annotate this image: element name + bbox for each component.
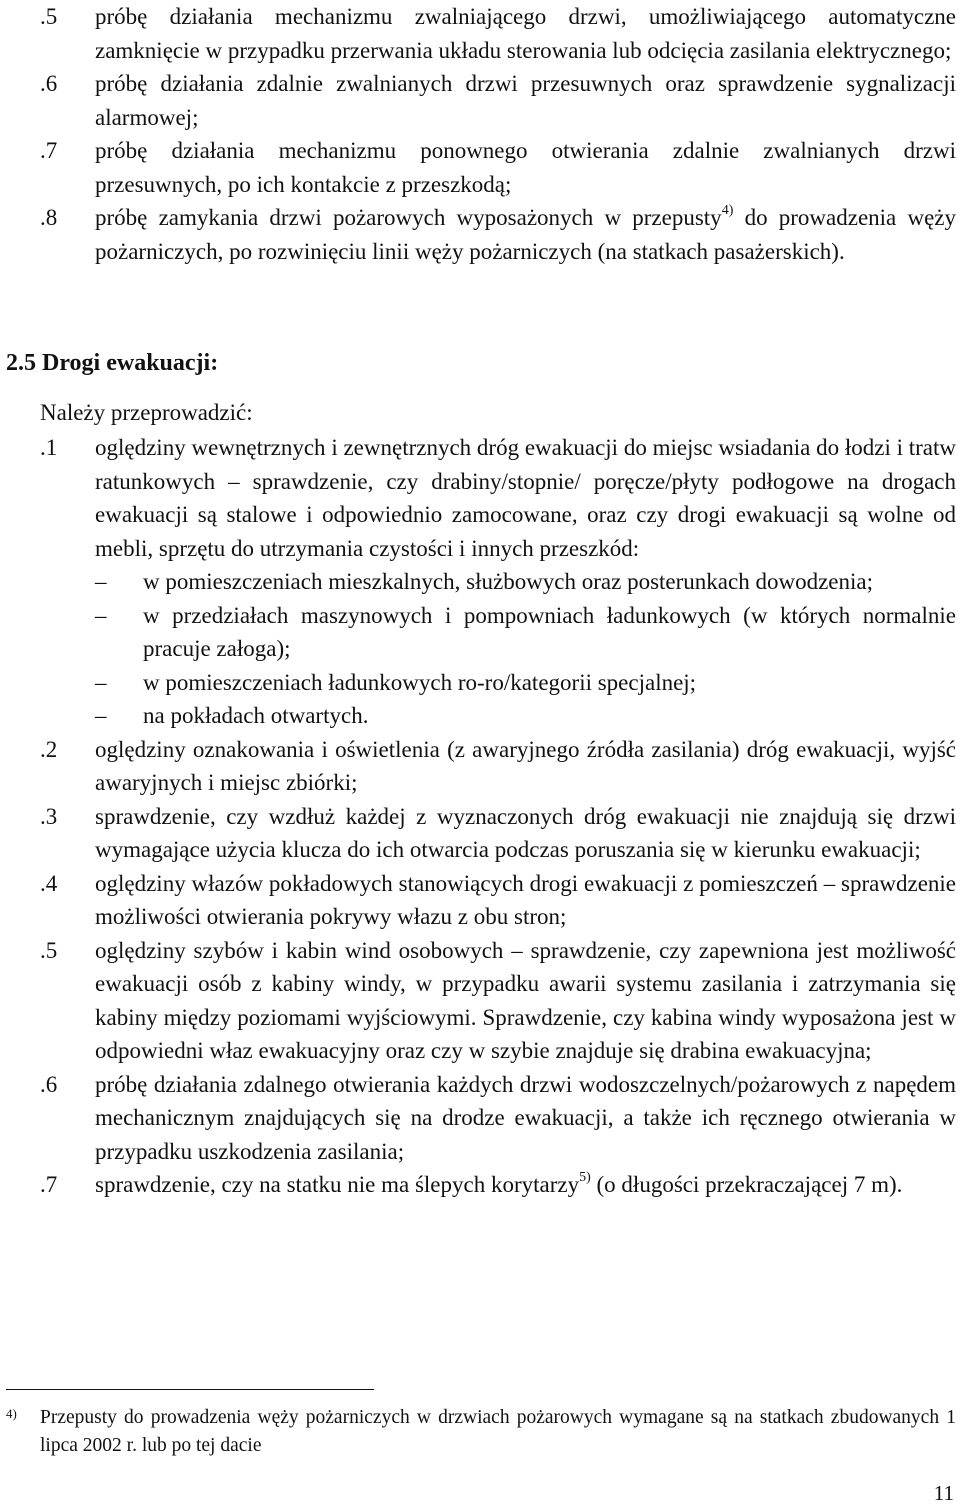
dash-item: [40, 699, 956, 733]
item-text-part: próbę zamykania drzwi pożarowych wyposażonych w przepusty: [95, 205, 722, 230]
list-item: [40, 134, 956, 201]
dash-item: [40, 599, 956, 666]
item-number: .8: [40, 205, 58, 230]
list-item: [40, 1068, 956, 1169]
footnote-text: Przepusty do prowadzenia węży pożarniczych w drzwiach pożarowych wymagane są na statkach zbudowanych 1 lipca 2002 r. lub po tej dacie: [40, 1407, 956, 1456]
item-number: .6: [40, 71, 58, 96]
dash-mark: –: [95, 569, 107, 594]
dash-item: [40, 666, 956, 700]
dash-text: w pomieszczeniach mieszkalnych, służbowych oraz posterunkach dowodzenia;: [143, 569, 873, 594]
list-item: [40, 431, 956, 565]
item-number: .6: [40, 1071, 58, 1097]
item-text: próbę działania mechanizmu zwalniającego drzwi, umożliwiającego automatyczne zamknięcie w przypadku przerwania układu sterowania lub odcięcia zasilania elektrycznego;: [95, 4, 956, 63]
item-text: [95, 1168, 956, 1202]
dash-mark: –: [95, 669, 107, 695]
section-heading: 2.5 Drogi ewakuacji:: [6, 350, 219, 376]
list-item: [40, 800, 956, 867]
item-text: sprawdzenie, czy wzdłuż każdej z wyznaczonych dróg ewakuacji nie znajdują się drzwi wymagające użycia klucza do ich otwarcia podczas poruszania się w kierunku ewakuacji;: [95, 803, 956, 862]
item-number: .2: [40, 736, 58, 762]
item-text-part: sprawdzenie, czy na statku nie ma ślepych korytarzy: [95, 1172, 580, 1197]
item-number: .7: [40, 1172, 58, 1197]
dash-mark: –: [95, 602, 107, 628]
dash-item: [40, 565, 956, 599]
footnote-ref: 4): [721, 203, 734, 219]
list-item: [40, 867, 956, 934]
item-text: próbę działania zdalnego otwierania każdych drzwi wodoszczelnych/pożarowych z napędem mechanicznym znajdujących się na drodze ewakuacji, a także ich ręcznego otwierania w przypadku uszkodzenia zasilania;: [95, 1071, 956, 1164]
dash-text: w przedziałach maszynowych i pompowniach ładunkowych (w których normalnie pracuje załoga);: [143, 602, 956, 661]
footnote: [6, 1404, 956, 1460]
dash-text: w pomieszczeniach ładunkowych ro-ro/kategorii specjalnej;: [143, 669, 697, 695]
list-item: [40, 733, 956, 800]
item-text-part: (o długości przekraczającej 7 m).: [590, 1172, 903, 1197]
footnote-separator: [6, 1389, 374, 1390]
list-item: [40, 1168, 956, 1202]
item-number: .1: [40, 435, 58, 460]
item-text: oględziny oznakowania i oświetlenia (z awaryjnego źródła zasilania) dróg ewakuacji, wyjść awaryjnych i miejsc zbiórki;: [95, 736, 956, 795]
list-item: [40, 0, 956, 67]
dash-mark: –: [95, 703, 107, 728]
item-number: .4: [40, 870, 58, 896]
item-text: oględziny szybów i kabin wind osobowych – sprawdzenie, czy zapewniona jest możliwość ewakuacji osób z kabiny windy, w przypadku awarii systemu zasilania i zatrzymania się kabiny między poziomami wyjściowymi. Sprawdzenie, czy kabina windy wyposażona jest w odpowiedni właz ewakuacyjny oraz czy w szybie znajduje się drabina ewakuacyjna;: [95, 937, 956, 1063]
item-text: oględziny włazów pokładowych stanowiących drogi ewakuacji z pomieszczeń – sprawdzenie możliwości otwierania pokrywy włazu z obu stron;: [95, 870, 956, 929]
list-item: [40, 67, 956, 134]
item-number: .7: [40, 138, 58, 163]
main-list: [40, 431, 956, 1202]
item-text: oględziny wewnętrznych i zewnętrznych dróg ewakuacji do miejsc wsiadania do łodzi i tratw ratunkowych – sprawdzenie, czy drabiny/stopnie/ poręcze/płyty podłogowe na drogach ewakuacji są stalowe i odpowiednio zamocowane, oraz czy drogi ewakuacji są wolne od mebli, sprzętu do utrzymania czystości i innych przeszkód:: [95, 435, 956, 561]
item-number: .3: [40, 803, 58, 829]
item-number: .5: [40, 937, 58, 963]
footnote-ref: 5): [579, 1170, 591, 1186]
item-number: .5: [40, 4, 58, 29]
list-item: [40, 934, 956, 1068]
item-text: [95, 201, 956, 268]
item-text: próbę działania zdalnie zwalnianych drzwi przesuwnych oraz sprawdzenie sygnalizacji alarmowej;: [95, 71, 956, 130]
section-intro: Należy przeprowadzić:: [40, 400, 253, 425]
item-text: próbę działania mechanizmu ponownego otwierania zdalnie zwalnianych drzwi przesuwnych, po ich kontakcie z przeszkodą;: [95, 138, 956, 197]
list-item: [40, 201, 956, 268]
footnote-mark: 4): [6, 1406, 17, 1421]
item-text-part: do prowadzenia węży pożarniczych, po rozwinięciu linii węży pożarniczych (na statkach pasażerskich).: [95, 205, 956, 264]
dash-text: na pokładach otwartych.: [143, 703, 369, 728]
top-list: [40, 0, 956, 268]
page-number: 11: [933, 1481, 954, 1505]
